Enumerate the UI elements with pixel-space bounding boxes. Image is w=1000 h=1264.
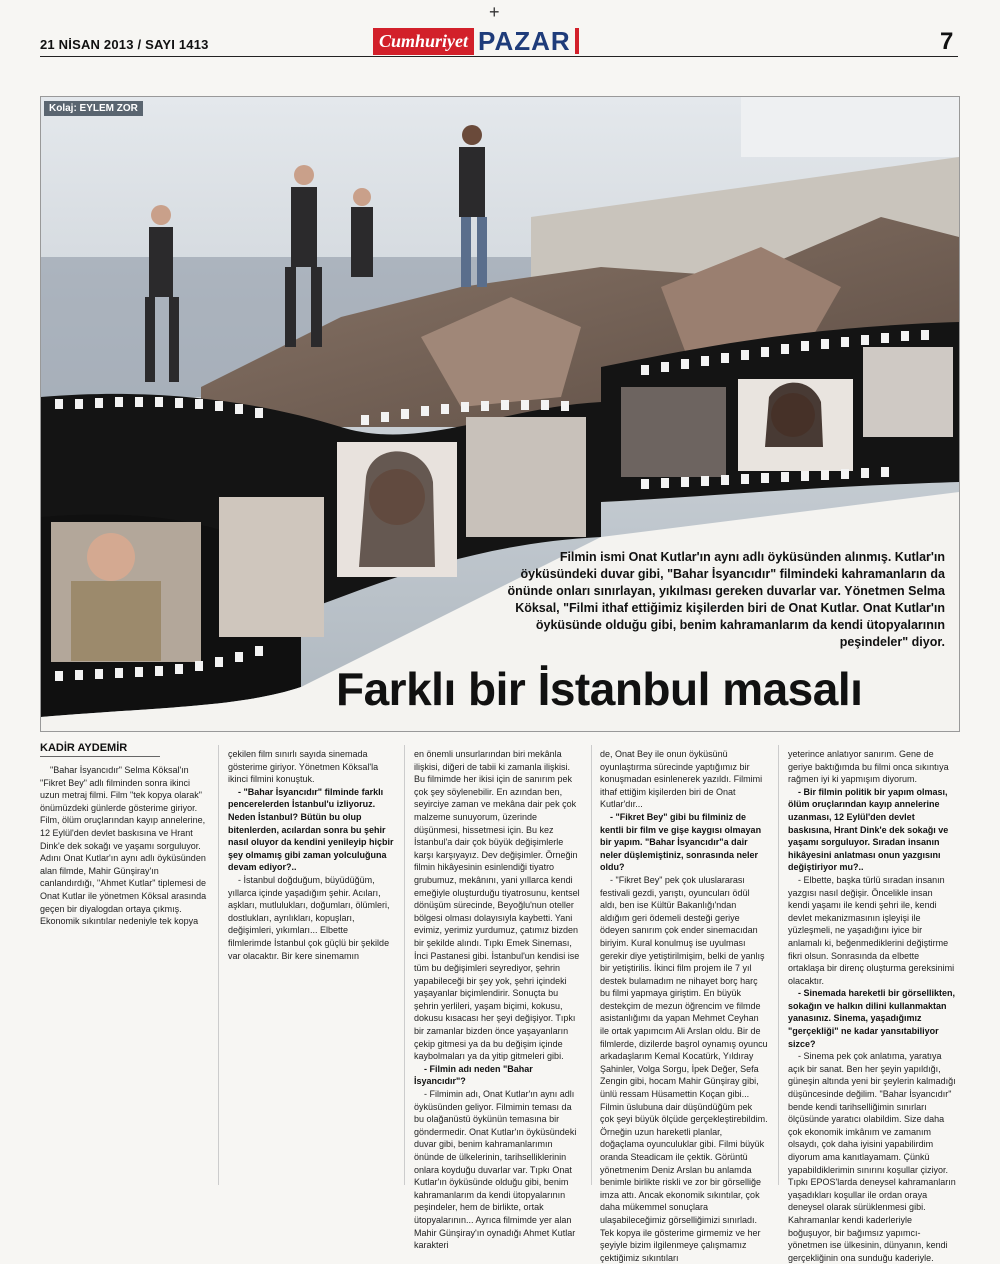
date-issue: 21 NİSAN 2013 / SAYI 1413 xyxy=(40,37,209,52)
article-headline: Farklı bir İstanbul masalı xyxy=(336,663,863,715)
article-byline: KADİR AYDEMİR xyxy=(40,742,160,757)
interview-answer: en önemli unsurlarından biri mekânla ilişkisi, diğeri de tabii ki zamanla ilişkisi. Bu filmimde her ikisi için de sanırım pek çok şey söylenebilir. En azından ben, seyirciye zaman ve mekâna dair pek çok malzeme sunuyorum, üzerinde düşünmesi, hissetmesi için. Bu kez İstanbul'a dair çok büyük değişimlerle karşı karşıyayız. Dev değişimler. Örneğin filmin hikâyesinin esinlendiği tiyatro grubumuz, mekânını, yani yıllarca kendi emeğiyle oluşturduğu tiyatrosunu, kentsel dönüşüm sürecinde, Beyoğlu'nun oteller bölgesi olması dolayısıyla kaybetti. Yani evimiz, yerimiz yurdumuz, çatımız bizden bir şekilde alındı. Tıpkı Emek Sineması, İnci Pastanesi gibi. İstanbul'un kendisi ise tüm bu değişimleri seyrediyor, şehrin yapabileceği bir şey yok, şehri içindeki yaşayanlar biçimlendirir. Sonuçta bu şehrin yerlileri, yaşam biçimi, kokusu, dokusu kısacası her şeyi değişiyor. Tıpkı bir zamanlar bizden önce yaşayanların çekip gitmesi ya da bu değişim içinde kaybolmaları ya da yitip gitmeleri gibi. xyxy=(414,749,580,1062)
logo-section: PAZAR xyxy=(478,25,571,56)
logo-brand: Cumhuriyet xyxy=(373,28,474,55)
article-column-1 xyxy=(40,764,208,928)
interview-question: - Sinemada hareketli bir görsellikten, sokağın ve halkın dilini kullanmaktan yanasınız. Sinema, yaşadığımız "gerçekliği" ne kadar yansıtabiliyor sizce? xyxy=(788,988,956,1049)
article-summary: Filmin ismi Onat Kutlar'ın aynı adlı öyküsünden alınmış. Kutlar'ın öyküsündeki duvar gibi, "Bahar İsyancıdır" filmindeki kahramanların da önünde onları sınırlayan, yıkılması gereken duvarlar var. Yönetmen Selma Köksal, "Filmi ithaf ettiğimiz kişilerden biri de Onat Kutlar. Onat Kutlar'ın öyküsünde olduğu gibi, benim kahramanlarım da kendi ütopyalarının peşindeler" diyor. xyxy=(507,550,945,649)
column-divider xyxy=(218,745,219,1185)
interview-answer: - "Fikret Bey" pek çok uluslararası festivali gezdi, yarıştı, oyuncuları ödül aldı, ben ise Kültür Bakanlığı'ndan aldığım geri ödemeli desteği geriye ödeyen sanırım çok ender sinemacıdan biriyim. Kural konulmuş ise uyulması gerekir diye yetiştirilmişim, belki de yanlış bir yetiştirilis. İkinci film projem ile 7 yıl destek bulamadım ne nihayet borç harç bu filmi yapmaya giriştim. En büyük destekçim de mezun öğrencim ve filmde asistanlığımı da yapan Mehmet Ceyhan ile ortak yapımcım Ali Arslan oldu. Bir de filmlerde, dizilerde başrol oynamış oyuncu arkadaşlarım Kemal Kocatürk, Yıldıray Şahinler, Volga Sorgu, İpek Değer, Sefa Zengin gibi, hocam Mahir Günşiray gibi, ünlü ressam Hüsamettin Koçan gibi... Filmin üslubuna dair düşündüğüm pek çok şeyi büyük ölçüde gerçekleştirebildim. Örneğin uzun hareketli planlar, doğaçlama oyunculuklar gibi. Filmi büyük oranda Steadicam ile çektik. Görüntü yönetmenim Deniz Arslan bu anlamda benimle birlikte riskli ve zor bir görselliğe imza attı. Ancak ekonomik sıkıntılar, çok daha mükemmel sonuçlara ulaşabileceğimiz görselliğimizi sınırladı. Tek kopya ile gösterime girmemiz ve her şeyiyle bizim ilgilenmeye çalışmamız çektiğimiz sıkıntıları xyxy=(600,874,768,1263)
page-number: 7 xyxy=(940,28,954,55)
interview-question: - "Fikret Bey" gibi bu filminiz de kentli bir film ve gişe kaygısı olmayan bir yapım. "Bahar İsyancıdır"a dair neler düşlemiştiniz, sonrasında neler oldu? xyxy=(600,811,762,873)
interview-question: - Filmin adı neden "Bahar İsyancıdır"? xyxy=(414,1063,533,1087)
column-divider xyxy=(778,745,779,1185)
paragraph: çekilen film sınırlı sayıda sinemada gösterime giriyor. Yönetmen Köksal'la ikinci filmini konuştuk. xyxy=(228,749,379,785)
interview-question: - "Bahar İsyancıdır" filminde farklı pencerelerden İstanbul'u izliyoruz. Neden İstanbul? Bütün bu olup bitenlerden, acılardan sonra bu şehir nasıl oluyor da kendini yenileyip hiçbir şey olmamış gibi zaman yolculuğuna devam ediyor?.. xyxy=(228,786,394,873)
interview-answer: yeterince anlatıyor sanırım. Gene de geriye baktığımda bu filmi onca sıkıntıya rağmen iyi ki yapmışım diyorum. xyxy=(788,749,949,785)
logo-bar xyxy=(575,28,579,54)
article-column-4 xyxy=(600,748,768,1264)
interview-answer: - Sinema pek çok anlatıma, yaratıya açık bir sanat. Ben her şeyin yapıldığı, güneşin altında yeni bir şeylerin kalmadığı düşüncesinde değilim. "Bahar İsyancıdır" bende kendi tarihselliğimin sınırları ölçüsünde yaratıcı olabildim. Size daha çok ekonomik imkânım ve zamanım olsaydı, çok daha iyisini yapabilirdim diyorum ama kanıtlayamam. Çünkü yapabildiklerimin sınırını koşullar çiziyor. Tıpkı EPOS'larda deneysel kahramanların yaşadıkları koşullar ile ordan oraya deneysel olarak sürüklenmesi gibi. Kahramanlar kendi kaderleriyle boğuşuyor, bir bağımsız yapımcı-yönetmen ise ülkesinin, dünyanın, kendi gerçekliğinin ona sunduğu kaderiyle. xyxy=(788,1051,956,1263)
interview-question: - Bir filmin politik bir yapım olması, ölüm oruçlarından kayıp annelerine uzanması, 12 Eylül'den devlet baskısına, Hrant Dink'e dek sokağı ve yaşamı sorguluyor. Sıradan insanın hikâyesini anlatması onun yazgısını değiştiriyor mu?.. xyxy=(788,786,949,873)
interview-answer: - Filmimin adı, Onat Kutlar'ın aynı adlı öyküsünden geliyor. Filmimin teması da bu olağanüstü öykünün temasına bir göndermedir. Onat Kutlar'ın öyküsündeki duvar gibi, benim kahramanlarımın önünde de ülkelerinin, tarihselliklerinin onlara koyduğu duvarlar var. Tıpkı Onat Kutlar'ın öyküsünde olduğu gibi, benim kahramanlarım da kendi ütopyalarının peşindeler, hem de birlikte, ortak ütopyalarının... Ayrıca filmimde yer alan Mahir Günşiray'ın oynadığı Ahmet Kutlar karakteri xyxy=(414,1089,577,1251)
article-column-5 xyxy=(788,748,956,1264)
registration-mark: + xyxy=(489,2,500,22)
article-column-3 xyxy=(414,748,582,1252)
masthead-rule xyxy=(40,56,958,57)
interview-answer: - Elbette, başka türlü sıradan insanın yazgısı nasıl değişir. Öncelikle insan kendi yaşamı ile kendi şehri ile, kendi devlet mekanizmasının işleyişi ile yüzleşmeli, ne yaşadığını iyice bir anlamalı ki, beğenmediklerini değiştirme fikri olsun. Sonrasında da elbette ortaklaşa bir direnç oluşturma gereksinimi olacaktır. xyxy=(788,874,955,986)
interview-answer: - İstanbul doğduğum, büyüdüğüm, yıllarca içinde yaşadığım şehir. Acıları, aşkları, mutlulukları, doğumları, ölümleri, dostlukları, ayrılıkları, kopuşları, değişimleri, yıkımları... Elbette filmlerimde İstanbul çok güçlü bir şekilde var olacaktır. Bir kere sinemamın xyxy=(228,874,390,961)
newspaper-logo xyxy=(373,26,579,56)
interview-answer: de, Onat Bey ile onun öyküsünü oyunlaştırma sürecinde yaptığımız bir konuşmadan esinlenerek yazıldı. Filmimi ithaf ettiğim kişilerden biri de Onat Kutlar'dır... xyxy=(600,749,763,810)
article-column-2 xyxy=(228,748,394,962)
column-divider xyxy=(591,745,592,1185)
photo-credit: Kolaj: EYLEM ZOR xyxy=(44,101,143,116)
paragraph: "Bahar İsyancıdır" Selma Köksal'ın "Fikret Bey" adlı filminden sonra ikinci uzun metraj filmi. Film "tek kopya olarak" önümüzdeki günlerde gösterime giriyor. Film, ölüm oruçlarından kayıp annelerine, 12 Eylül'den devlet baskısına ve Hrant Dink'e dek sokağı ve yaşamı sorguluyor. Adını Onat Kutlar'ın aynı adlı öyküsünden alan filmde, Mahir Günşiray'ın canlandırdığı, "Ahmet Kutlar" tiplemesi de Onat Kutlar ile yönetmen Köksal arasında geçen bir diyalogdan ortaya çıkmış. Ekonomik sıkıntılar nedeniyle tek kopya xyxy=(40,765,207,927)
column-divider xyxy=(404,745,405,1185)
